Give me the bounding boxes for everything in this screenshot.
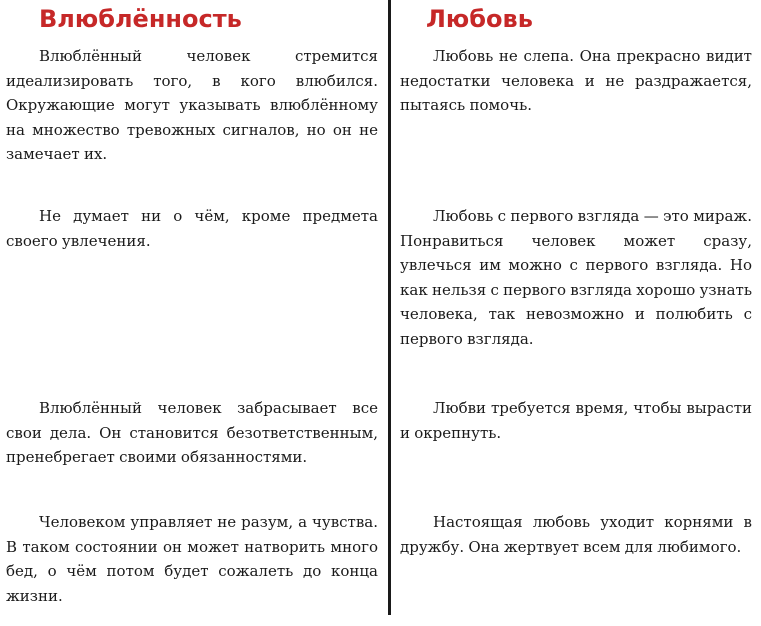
love-paragraph-4: Настоящая любовь уходит корнями в дружбу. Она жертвует всем для любимого. xyxy=(400,513,752,556)
infatuation-paragraph-2: Не думает ни о чём, кроме предмета своего увлечения. xyxy=(6,207,378,250)
love-paragraph-3: Любви требуется время, чтобы вырасти и окрепнуть. xyxy=(400,399,752,442)
infatuation-paragraph-3: Влюблённый человек забрасывает все свои дела. Он становится безответственным, пренебрегает своими обязанностями. xyxy=(6,399,378,466)
love-paragraph-2: Любовь с первого взгляда — это мираж. Понравиться человек может сразу, увлечься им можно с первого взгляда. Но как нельзя с первого взгляда хорошо узнать человека, так невозможно и полюбить с первого взгляда. xyxy=(400,207,752,348)
love-paragraph-1: Любовь не слепа. Она прекрасно видит недостатки человека и не раздражается, пытаясь помочь. xyxy=(400,47,752,114)
heading-love: Любовь xyxy=(426,5,533,33)
infatuation-paragraph-4: Человеком управляет не разум, а чувства. В таком состоянии он может натворить много бед, о чём потом будет сожалеть до конца жизни. xyxy=(6,513,378,605)
column-divider xyxy=(388,0,391,615)
heading-infatuation: Влюблённость xyxy=(39,5,242,33)
infatuation-paragraph-1: Влюблённый человек стремится идеализировать того, в кого влюбился. Окружающие могут указывать влюблённому на множество тревожных сигналов, но он не замечает их. xyxy=(6,47,378,163)
